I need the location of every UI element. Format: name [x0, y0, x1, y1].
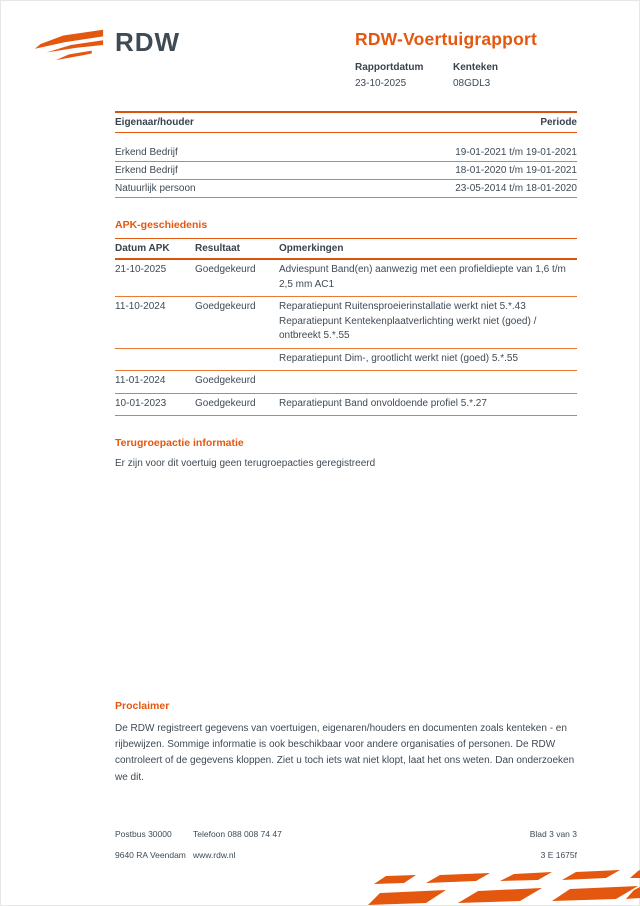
apk-date: 10-01-2023	[115, 397, 167, 409]
footer-page-number: Blad 3 van 3	[529, 829, 577, 839]
apk-remark-line: Reparatiepunt Dim-, grootlicht werkt niet (goed) 5.*.55	[279, 352, 519, 364]
apk-col-remarks: Opmerkingen	[279, 243, 344, 254]
report-date-label: Rapportdatum	[355, 62, 424, 74]
apk-table	[115, 238, 577, 416]
apk-date: 21-10-2025	[115, 264, 167, 275]
owner-header-label: Eigenaar/houder	[115, 117, 194, 128]
apk-date: 11-01-2024	[115, 375, 166, 386]
apk-history-section	[115, 219, 577, 416]
owner-name: Erkend Bedrijf	[115, 147, 178, 158]
owner-period: 23-05-2014 t/m 18-01-2020	[455, 183, 577, 194]
report-date-value: 23-10-2025	[355, 78, 407, 90]
rdw-logo-text: RDW	[115, 27, 181, 57]
rdw-logo-icon	[32, 26, 106, 62]
license-plate-value: 08GDL3	[453, 78, 491, 90]
apk-result	[195, 352, 277, 367]
apk-remarks	[279, 300, 577, 344]
recall-title: Terugroepactie informatie	[115, 437, 244, 449]
license-plate-label: Kenteken	[453, 62, 499, 74]
owner-table-header	[115, 111, 577, 133]
apk-remarks	[279, 397, 577, 412]
owner-name: Natuurlijk persoon	[115, 183, 196, 194]
apk-result: Goedgekeurd	[195, 375, 256, 386]
header	[32, 26, 577, 96]
apk-remarks	[279, 263, 577, 292]
footer-row	[115, 850, 577, 860]
apk-date	[115, 352, 193, 367]
report-meta	[355, 30, 577, 89]
apk-remarks	[279, 352, 577, 367]
apk-row	[115, 394, 577, 417]
apk-row	[115, 349, 577, 372]
owner-table-spacer	[115, 133, 577, 144]
owner-row	[115, 162, 577, 180]
report-title: RDW-Voertuigrapport	[355, 29, 537, 49]
footer-address-line2: 9640 RA Veendam	[115, 850, 186, 860]
apk-row	[115, 260, 577, 297]
apk-remark-line: Reparatiepunt Band onvoldoende profiel 5.*.27	[279, 397, 487, 409]
footer-doc-code: 3 E 1675f	[540, 850, 577, 860]
apk-table-header	[115, 238, 577, 260]
apk-result: Goedgekeurd	[195, 264, 256, 275]
owner-period: 18-01-2020 t/m 19-01-2021	[455, 165, 577, 176]
recall-section	[115, 437, 577, 469]
rdw-footer-graphic-icon	[368, 870, 640, 906]
apk-col-date: Datum APK	[115, 243, 170, 254]
footer-row	[115, 829, 577, 839]
brand	[32, 26, 180, 62]
apk-result: Goedgekeurd	[195, 301, 256, 312]
owner-row	[115, 180, 577, 198]
apk-remark-line: Adviespunt Band(en) aanwezig met een profieldiepte van 1,6 t/m 2,5 mm AC1	[279, 264, 566, 290]
apk-remark-line: Reparatiepunt Kentekenplaatverlichting werkt niet (goed) / ontbreekt 5.*.55	[279, 315, 537, 341]
owner-period: 19-01-2021 t/m 19-01-2021	[455, 147, 577, 158]
owner-row	[115, 144, 577, 162]
footer-phone: Telefoon 088 008 74 47	[193, 829, 282, 839]
apk-remark-line: Reparatiepunt Ruitensproeierinstallatie werkt niet 5.*.43	[279, 301, 526, 312]
apk-result: Goedgekeurd	[195, 397, 256, 409]
proclaimer-title: Proclaimer	[115, 700, 170, 712]
proclaimer-section	[115, 700, 579, 786]
owner-name: Erkend Bedrijf	[115, 165, 178, 176]
apk-row	[115, 297, 577, 349]
proclaimer-text: De RDW registreert gegevens van voertuigen, eigenaren/houders en documenten zoals kenteken - en rijbewijzen. Sommige informatie is ook beschikbaar voor andere organisaties of personen. De RDW controleert of de gegevens kloppen. Ziet u toch iets wat niet klopt, laat het ons weten. Dan onderzoeken we dit.	[115, 723, 575, 783]
apk-history-title: APK-geschiedenis	[115, 219, 208, 231]
apk-date: 11-10-2024	[115, 301, 166, 312]
apk-col-result: Resultaat	[195, 243, 241, 254]
footer-website: www.rdw.nl	[193, 850, 236, 860]
apk-row	[115, 371, 577, 394]
report-meta-grid	[355, 62, 577, 89]
footer	[115, 829, 577, 871]
owner-table	[115, 111, 577, 198]
period-header-label: Periode	[540, 117, 577, 128]
report-body	[115, 111, 577, 469]
recall-text: Er zijn voor dit voertuig geen terugroepacties geregistreerd	[115, 458, 376, 469]
apk-remarks	[279, 374, 577, 389]
footer-address-line1: Postbus 30000	[115, 829, 172, 839]
